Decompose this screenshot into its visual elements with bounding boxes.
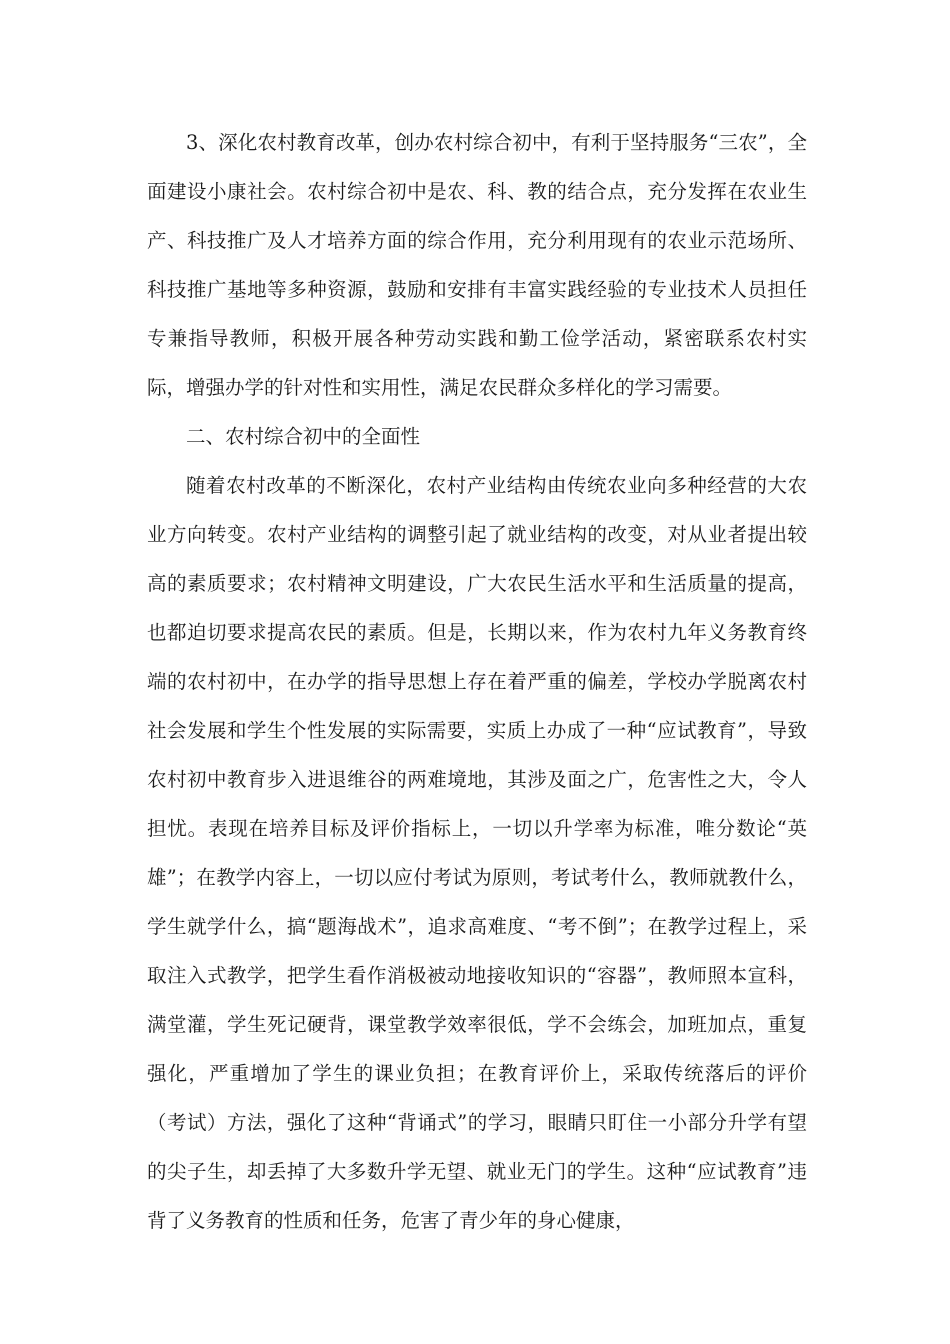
document-body bbox=[147, 118, 807, 1245]
paragraph-reform-background: 随着农村改革的不断深化，农村产业结构由传统农业向多种经营的大农业方向转变。农村产业结构的调整引起了就业结构的改变，对从业者提出较高的素质要求；农村精神文明建设，广大农民生活水平和生活质量的提高，也都迫切要求提高农民的素质。但是，长期以来，作为农村九年义务教育终端的农村初中，在办学的指导思想上存在着严重的偏差，学校办学脱离农村社会发展和学生个性发展的实际需要，实质上办成了一种“应试教育”，导致农村初中教育步入进退维谷的两难境地，其涉及面之广，危害性之大，令人担忧。表现在培养目标及评价指标上，一切以升学率为标准，唯分数论“英雄”；在教学内容上，一切以应付考试为原则，考试考什么，教师就教什么，学生就学什么，搞“题海战术”，追求高难度、“考不倒”；在教学过程上，采取注入式教学，把学生看作消极被动地接收知识的“容器”，教师照本宣科，满堂灌，学生死记硬背，课堂教学效率很低，学不会练会，加班加点，重复强化，严重增加了学生的课业负担；在教育评价上，采取传统落后的评价（考试）方法，强化了这种“背诵式”的学习，眼睛只盯住一小部分升学有望的尖子生，却丢掉了大多数升学无望、就业无门的学生。这种“应试教育”违背了义务教育的性质和任务，危害了青少年的身心健康， bbox=[147, 474, 807, 1232]
paragraph-deepen-reform: 3、深化农村教育改革，创办农村综合初中，有利于坚持服务“三农”，全面建设小康社会。农村综合初中是农、科、教的结合点，充分发挥在农业生产、科技推广及人才培养方面的综合作用，充分利用现有的农业示范场所、科技推广基地等多种资源，鼓励和安排有丰富实践经验的专业技术人员担任专兼指导教师，积极开展各种劳动实践和勤工俭学活动，紧密联系农村实际，增强办学的针对性和实用性，满足农民群众多样化的学习需要。 bbox=[147, 131, 807, 399]
section-heading: 二、农村综合初中的全面性 bbox=[186, 425, 421, 448]
